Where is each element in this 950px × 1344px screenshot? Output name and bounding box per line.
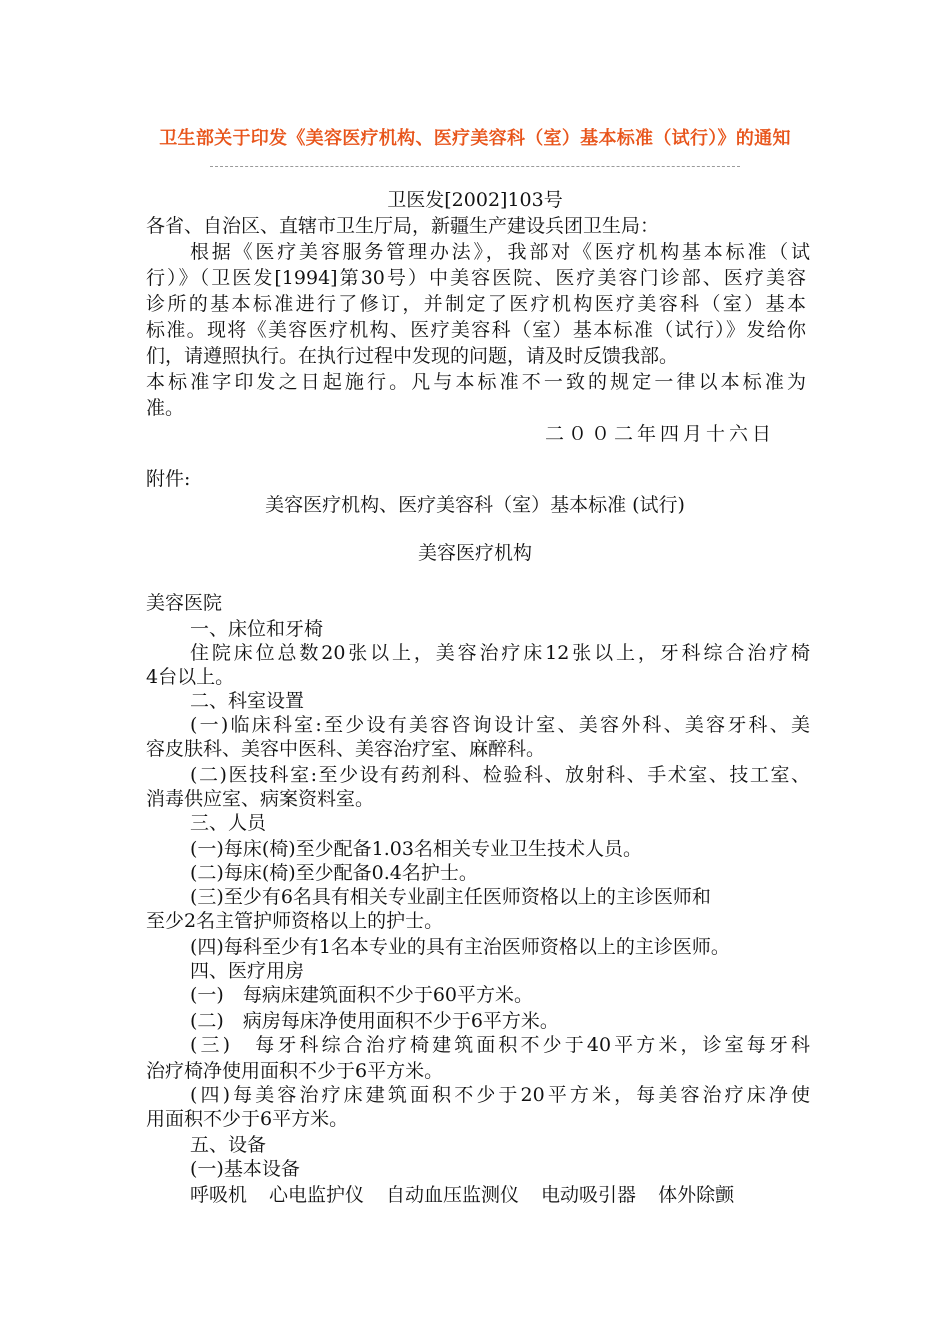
title-divider (210, 166, 740, 167)
equipment-item: 心电监护仪 (269, 1184, 365, 1206)
notice-title: 卫生部关于印发《美容医疗机构、医疗美容科（室）基本标准（试行）》的通知 (159, 128, 791, 149)
clause-heading: 五、设备 (190, 1134, 267, 1156)
clause-heading: 二、科室设置 (190, 690, 305, 712)
notice-paragraph-line: 标准。现将《美容医疗机构、医疗美容科（室）基本标准（试行）》发给你 (146, 319, 806, 341)
notice-paragraph-line: 准。 (146, 397, 185, 419)
clause-line: 治疗椅净使用面积不少于6平方米。 (146, 1060, 444, 1082)
clause-line: (三) 每牙科综合治疗椅建筑面积不少于40平方米，诊室每牙科 (190, 1034, 810, 1056)
equipment-item: 呼吸机 (190, 1184, 248, 1206)
section-heading: 美容医疗机构 (417, 542, 532, 564)
subsection-heading: 美容医院 (146, 592, 223, 614)
clause-heading: 一、床位和牙椅 (190, 618, 324, 640)
clause-line: (一)基本设备 (190, 1158, 300, 1180)
clause-line: 至少2名主管护师资格以上的护士。 (146, 910, 444, 932)
clause-line: (一)临床科室:至少设有美容咨询设计室、美容外科、美容牙科、美 (190, 714, 810, 736)
equipment-list (190, 1182, 850, 1208)
clause-line: 住院床位总数20张以上，美容治疗床12张以上，牙科综合治疗椅 (190, 642, 810, 664)
clause-line: (四)每美容治疗床建筑面积不少于20平方米，每美容治疗床净使 (190, 1084, 810, 1106)
notice-paragraph-line: 本标准字印发之日起施行。凡与本标准不一致的规定一律以本标准为 (146, 371, 806, 393)
notice-date: 二００二年四月十六日 (545, 423, 776, 445)
clause-line: 容皮肤科、美容中医科、美容治疗室、麻醉科。 (146, 738, 546, 760)
notice-paragraph-line: 根据《医疗美容服务管理办法》，我部对《医疗机构基本标准（试 (190, 241, 810, 263)
clause-heading: 三、人员 (190, 812, 267, 834)
notice-paragraph-line: 们，请遵照执行。在执行过程中发现的问题，请及时反馈我部。 (146, 345, 679, 367)
document-number: 卫医发[2002]103号 (387, 189, 563, 211)
equipment-item: 体外除颤 (658, 1184, 735, 1206)
clause-line: (二)每床(椅)至少配备0.4名护士。 (190, 862, 478, 884)
clause-line: (三)至少有6名具有相关专业副主任医师资格以上的主诊医师和 (190, 886, 711, 908)
attachment-title: 美容医疗机构、医疗美容科（室）基本标准 (试行) (265, 494, 685, 516)
notice-paragraph-line: 行）》（卫医发[1994]第30号）中美容医院、医疗美容门诊部、医疗美容 (146, 267, 806, 289)
equipment-item: 自动血压监测仪 (386, 1184, 520, 1206)
clause-line: (一)每床(椅)至少配备1.03名相关专业卫生技术人员。 (190, 838, 642, 860)
clause-line: 用面积不少于6平方米。 (146, 1108, 349, 1130)
clause-heading: 四、医疗用房 (190, 960, 305, 982)
clause-line: 消毒供应室、病案资料室。 (146, 788, 375, 810)
clause-line: (四)每科至少有1名本专业的具有主治医师资格以上的主诊医师。 (190, 936, 730, 958)
attachment-label: 附件: (146, 468, 191, 490)
addressee: 各省、自治区、直辖市卫生厅局，新疆生产建设兵团卫生局： (146, 215, 660, 237)
clause-line: (二)医技科室:至少设有药剂科、检验科、放射科、手术室、技工室、 (190, 764, 810, 786)
clause-line: 4台以上。 (146, 666, 235, 688)
clause-line: (二) 病房每床净使用面积不少于6平方米。 (190, 1010, 559, 1032)
equipment-item: 电动吸引器 (541, 1184, 637, 1206)
notice-paragraph-line: 诊所的基本标准进行了修订，并制定了医疗机构医疗美容科（室）基本 (146, 293, 806, 315)
clause-line: (一) 每病床建筑面积不少于60平方米。 (190, 984, 534, 1006)
